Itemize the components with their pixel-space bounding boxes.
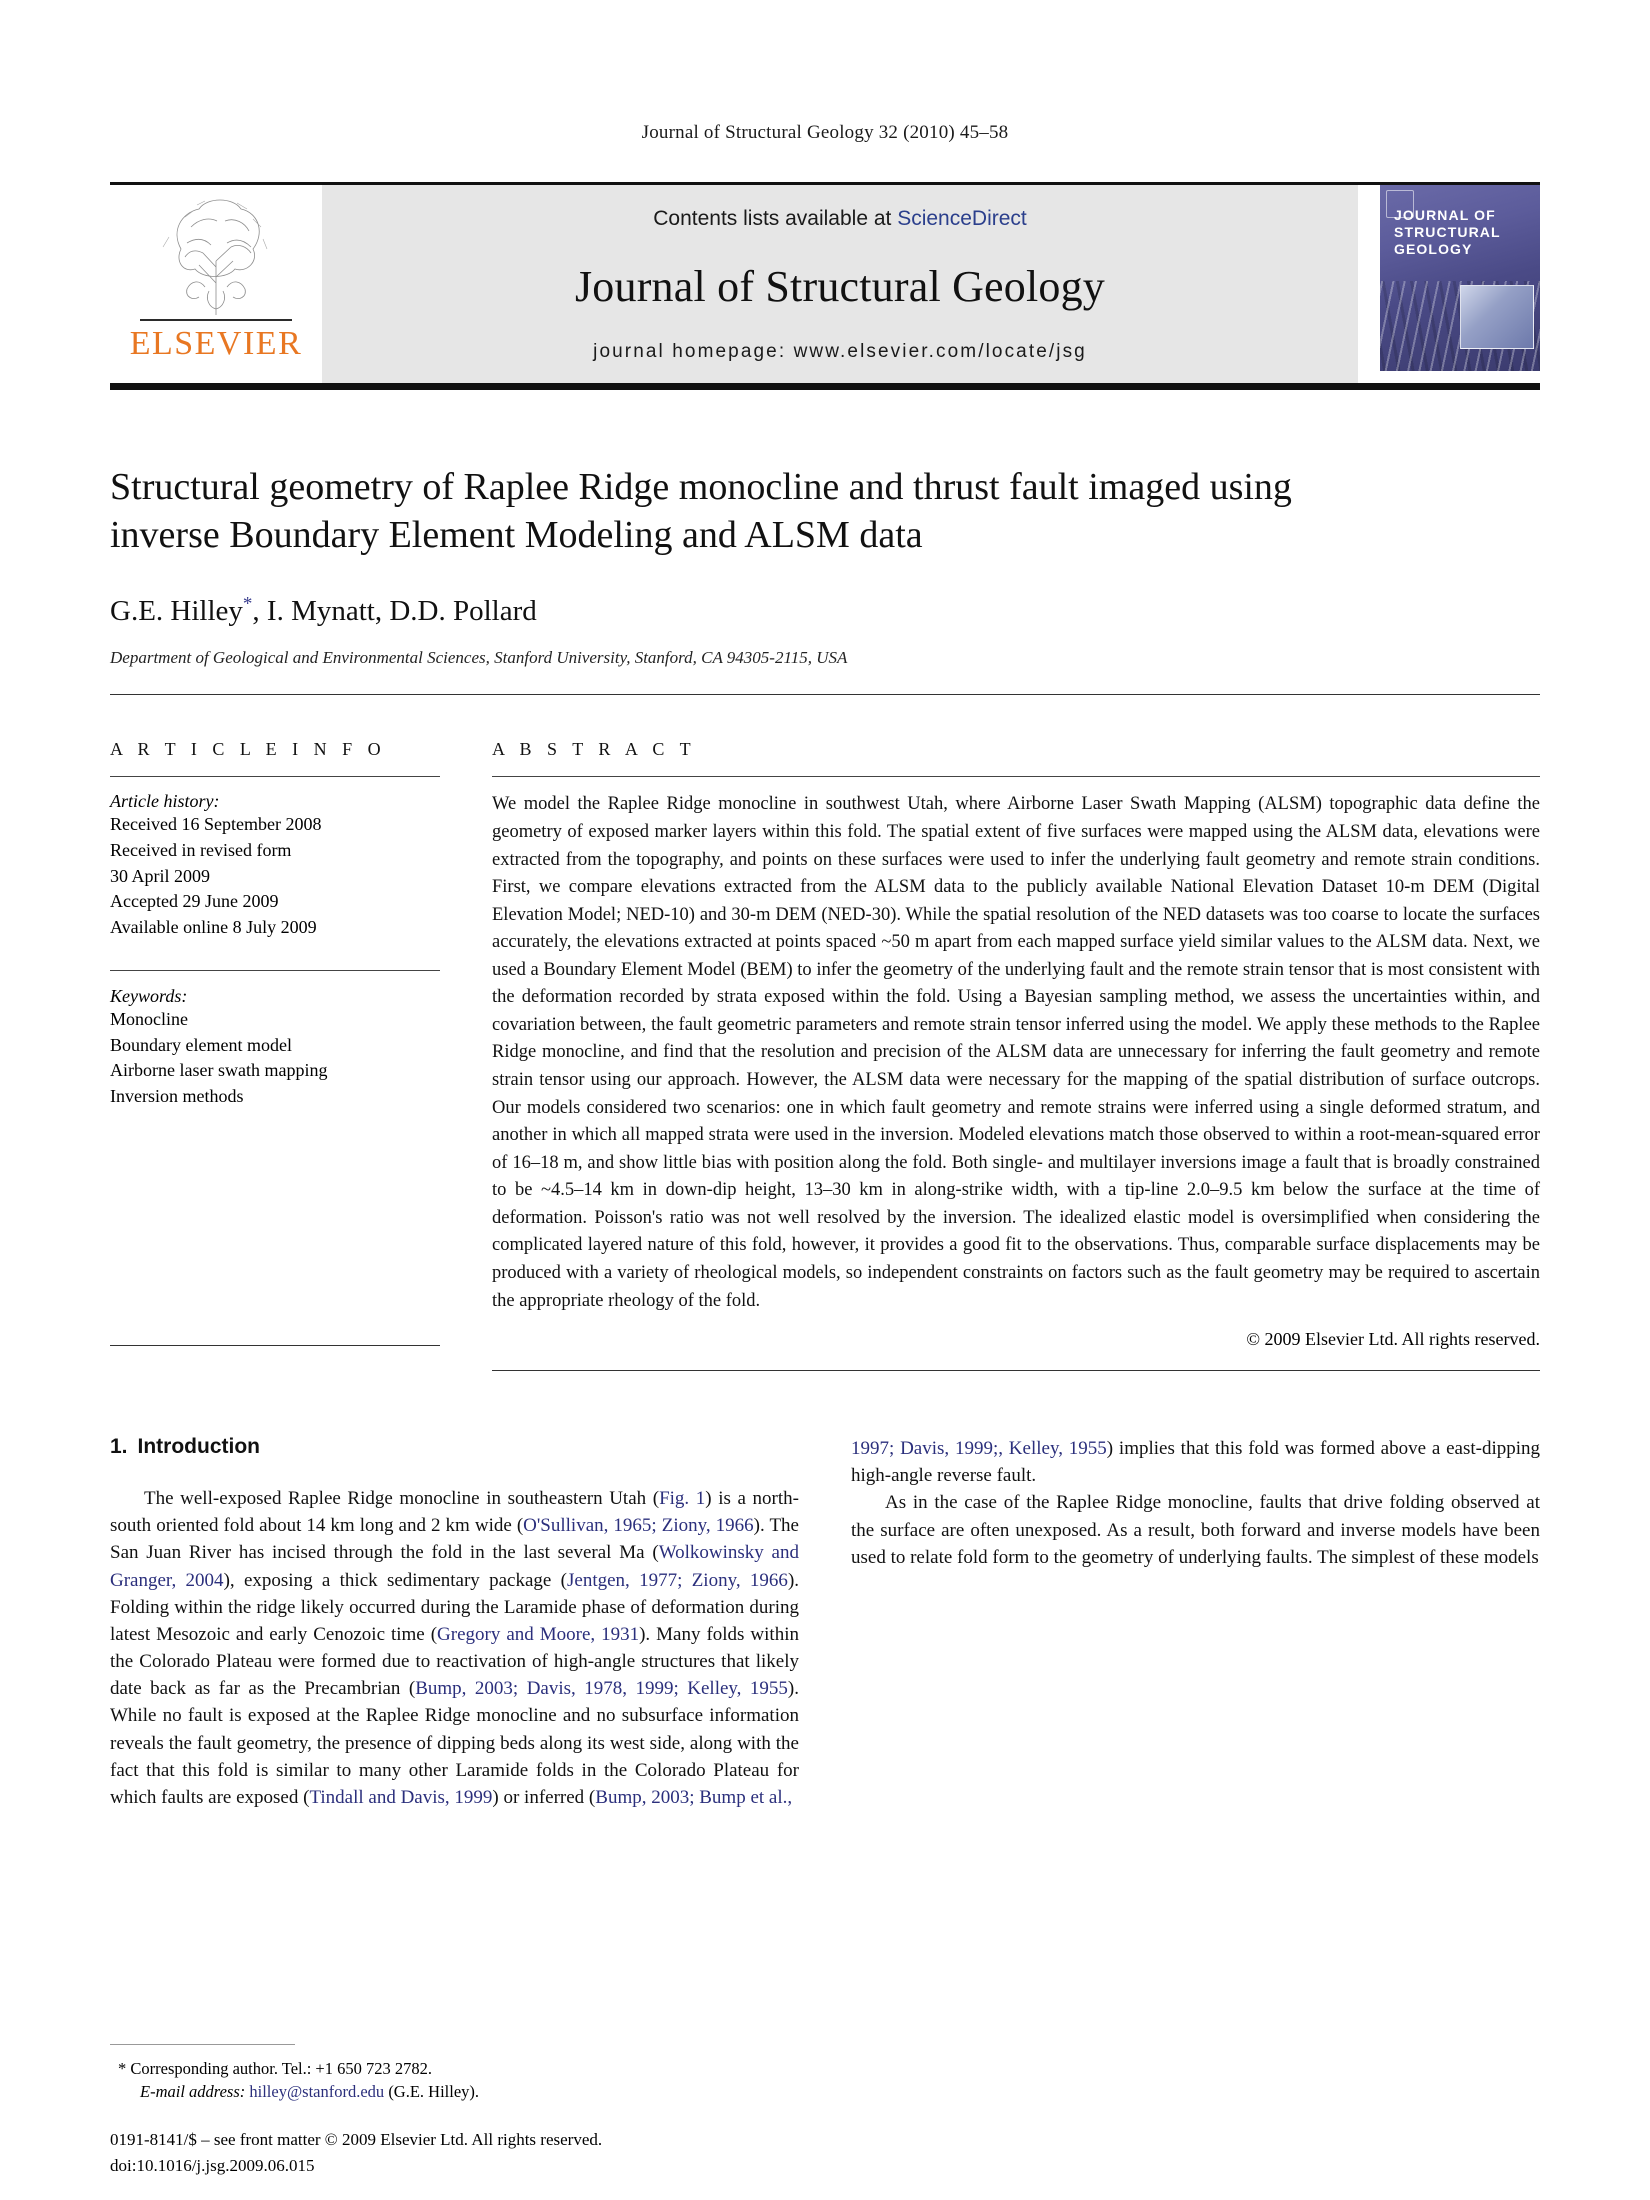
title-block [110, 390, 1540, 668]
article-info-heading: A R T I C L E I N F O [110, 739, 387, 760]
history-line: 30 April 2009 [110, 865, 211, 886]
citation-link[interactable]: Fig. 1 [659, 1488, 706, 1510]
keyword-item: Monocline [110, 1009, 188, 1030]
page-title: Structural geometry of Raplee Ridge monocline and thrust fault imaged using inverse Boundary Element Modeling and ALSM data [110, 466, 1292, 556]
paragraph-text: ) or inferred ( [492, 1786, 596, 1808]
footnote-block [110, 2044, 810, 2105]
contents-available-line [653, 207, 1027, 231]
email-label: E-mail address: [140, 2082, 246, 2102]
keywords-label: Keywords: [110, 986, 188, 1007]
section-heading-introduction [110, 1435, 799, 1459]
body-column-right [851, 1435, 1540, 1811]
body-column-left [110, 1435, 799, 1811]
abstract-copyright: © 2009 Elsevier Ltd. All rights reserved. [1246, 1329, 1540, 1350]
issn-front-matter: 0191-8141/$ – see front matter © 2009 Elsevier Ltd. All rights reserved. [110, 2130, 603, 2149]
body-columns [110, 1435, 1540, 1811]
citation-link[interactable]: et [750, 1786, 769, 1808]
introduction-paragraph-1 [110, 1485, 799, 1811]
history-line: Accepted 29 June 2009 [110, 891, 279, 912]
corresponding-marker: * [118, 2058, 127, 2078]
citation-link[interactable]: Gregory and Moore, 1931 [437, 1623, 640, 1645]
keyword-item: Airborne laser swath mapping [110, 1060, 328, 1081]
journal-homepage-link[interactable]: journal homepage: www.elsevier.com/locate/jsg [593, 341, 1087, 362]
elsevier-logo [110, 185, 322, 383]
paragraph-text: ) implies that this fold was formed above a east-dipping high-angle reverse fault. [851, 1438, 1540, 1487]
introduction-paragraph-2: As in the case of the Raplee Ridge monocline, faults that drive folding observed at the surface are often unexposed. As a result, both forward and inverse models have been used to relate fold form to the geometry of underlying faults. The simplest of these models [851, 1492, 1540, 1568]
journal-cover-thumbnail [1358, 185, 1540, 383]
email-suffix: (G.E. Hilley). [388, 2082, 480, 2102]
footnote-divider [110, 2044, 295, 2045]
corresponding-author-note [110, 2057, 810, 2081]
article-info-bottom-rule [110, 1345, 440, 1346]
contents-prefix: Contents lists available at [653, 207, 898, 230]
article-info-column [110, 739, 440, 1371]
section-label: Introduction [137, 1435, 260, 1459]
keywords-rule [110, 970, 440, 1109]
citation-link[interactable]: Bump, 2003; Davis, 1978, 1999; Kelley, 1955 [415, 1678, 788, 1700]
citation-link[interactable]: Jentgen, 1977; Ziony, 1966 [567, 1569, 788, 1591]
info-abstract-row [110, 739, 1540, 1371]
abstract-text: We model the Raplee Ridge monocline in southwest Utah, where Airborne Laser Swath Mapping (ALSM) topographic data define the geometry of exposed marker layers within this fold. The spatial extent of five surfaces were mapped using the ALSM data, elevations were extracted from the topography, and points on these surfaces were used to infer the underlying fault geometry and remote strain conditions. First, we compare elevations extracted from the ALSM data to the publicly available National Elevation Dataset 10-m DEM (Digital Elevation Model; NED-10) and 30-m DEM (NED-30). While the spatial resolution of the NED datasets was too coarse to locate the surfaces accurately, the elevations extracted at points spaced ~50 m apart from each mapped surface yield similar values to the ALSM data. Next, we used a Boundary Element Model (BEM) to infer the geometry of the underlying fault and the remote strain tensor that is most consistent with the deformation recorded by strata exposed within the fold. Using a Bayesian sampling method, we assess the uncertainties within, and covariation between, the fault geometric parameters and remote strain tensor inferred using the model. We apply these methods to the Raplee Ridge monocline, and find that the resolution and precision of the ALSM data are unnecessary for inferring the fault geometry and remote strain tensor using our approach. However, the ALSM data were necessary for the mapping of the spatial distribution of surface outcrops. Our models considered two scenarios: one in which fault geometry and remote strains were inferred using a single deformed stratum, and another in which all mapped strata were used in the inversion. Modeled elevations match those observed to within a root-mean-squared error of 16–18 m, and show little bias with position along the fold. Both single- and multilayer inversions image a fault that is broadly constrained to be ~4.5–14 km in down-dip height, 13–30 km in along-strike width, with a tip-line 2.0–9.5 km below the surface at the time of deformation. Poisson's ratio was not well resolved by the inversion. The idealized elastic model is oversimplified when considering the complicated layered nature of this fold, however, it provides a good fit to the observations. Thus, comparable surface displacements may be produced with a variety of rheological models, so independent constraints on factors such as the fault geometry may be required to ascertain the appropriate rheology of the fold. [492, 794, 1540, 1311]
abstract-heading: A B S T R A C T [492, 739, 697, 760]
keyword-item: Inversion methods [110, 1085, 244, 1106]
email-link[interactable]: hilley@stanford.edu [249, 2082, 385, 2102]
citation-link[interactable]: al., [768, 1786, 793, 1808]
section-number: 1. [110, 1435, 128, 1459]
corresponding-text: Corresponding author. Tel.: +1 650 723 2782. [130, 2058, 432, 2078]
sciencedirect-link[interactable]: ScienceDirect [897, 207, 1027, 230]
paragraph-text: ). While no fault is exposed at the Raplee Ridge monocline and no subsurface information reveals the fault geometry, the presence of dipping beds along its west side, along with the fact that this fold is similar to many other Laramide folds in the Colorado Plateau for which faults are exposed ( [110, 1678, 799, 1808]
running-head: Journal of Structural Geology 32 (2010) 45–58 [641, 122, 1009, 143]
paragraph-text: ) is a north-south oriented fold about 14 km long and 2 km wide ( [110, 1488, 799, 1537]
paragraph-text: ), exposing a thick sedimentary package ( [223, 1569, 567, 1591]
article-history-label: Article history: [110, 791, 220, 812]
history-line: Received 16 September 2008 [110, 814, 322, 835]
history-line: Received in revised form [110, 839, 292, 860]
journal-title: Journal of Structural Geology [574, 261, 1106, 311]
citation-link[interactable]: Bump [699, 1786, 751, 1808]
title-divider [110, 694, 1540, 695]
masthead-band [322, 185, 1358, 383]
paragraph-text: The well-exposed Raplee Ridge monocline in southeastern Utah ( [144, 1488, 660, 1510]
author-list [110, 594, 1540, 629]
abstract-column [492, 739, 1540, 1371]
citation-link[interactable]: 2003; [651, 1786, 700, 1808]
history-line: Available online 8 July 2009 [110, 916, 317, 937]
cover-image [1380, 185, 1540, 371]
masthead-bottom-rule [110, 383, 1540, 390]
elsevier-wordmark: ELSEVIER [129, 325, 303, 362]
cover-title-text: JOURNAL OF STRUCTURAL GEOLOGY [1394, 207, 1501, 258]
paragraph-text: ). The San Juan River has incised through the fold in the last several Ma ( [110, 1515, 799, 1564]
introduction-paragraph-1-continued [851, 1435, 1540, 1489]
corresponding-author-marker: * [242, 593, 253, 615]
paragraph-text: ). Folding within the ridge likely occurred during the Laramide phase of deformation during latest Mesozoic and early Cenozoic time ( [110, 1569, 800, 1645]
author-names: G.E. Hilley*, I. Mynatt, D.D. Pollard [110, 593, 537, 628]
doi-line[interactable]: doi:10.1016/j.jsg.2009.06.015 [110, 2155, 315, 2175]
article-info-rule [110, 776, 440, 940]
paragraph-text: ). Many folds within the Colorado Plateau were formed due to reactivation of high-angle structures that likely date back as far as the Precambrian ( [110, 1623, 799, 1700]
abstract-rule [492, 776, 1540, 1350]
email-note [110, 2080, 810, 2104]
citation-link[interactable]: O'Sullivan, 1965; Ziony, 1966 [523, 1515, 754, 1537]
cover-inset-photo [1460, 285, 1534, 349]
keyword-item: Boundary element model [110, 1034, 292, 1055]
imprint-block [110, 2127, 602, 2178]
citation-link[interactable]: Wolkowinsky and Granger, 2004 [110, 1542, 799, 1591]
abstract-bottom-rule [492, 1370, 1540, 1371]
journal-masthead [110, 185, 1540, 383]
elsevier-tree-icon [141, 191, 291, 319]
citation-link[interactable]: 1997; Davis, 1999;, Kelley, 1955 [851, 1438, 1107, 1460]
affiliation: Department of Geological and Environmental Sciences, Stanford University, Stanford, CA 94305-2115, USA [110, 648, 848, 668]
elsevier-divider [140, 319, 292, 321]
citation-link[interactable]: Bump, [595, 1786, 652, 1808]
citation-link[interactable]: Tindall and Davis, 1999 [309, 1786, 493, 1808]
